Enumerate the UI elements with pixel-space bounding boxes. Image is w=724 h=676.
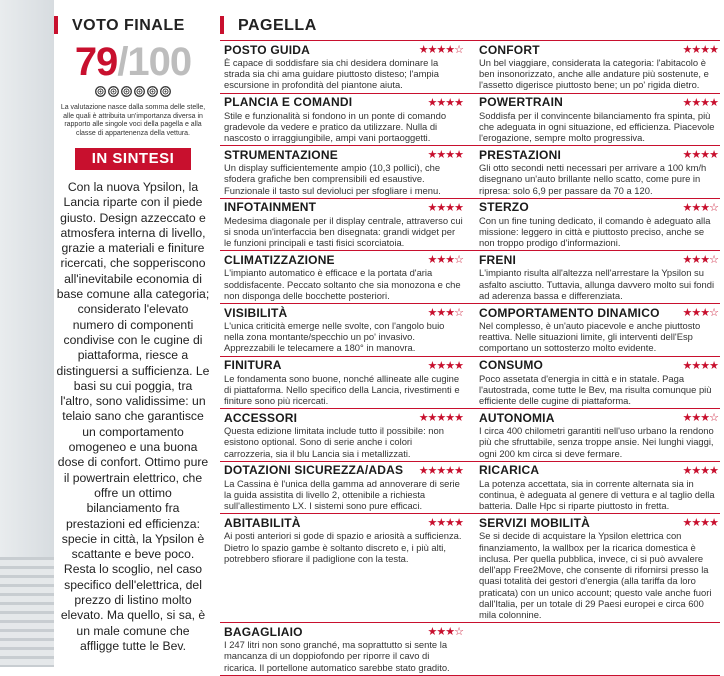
star-rating-icon: ★★★☆ [682, 307, 718, 320]
pagella-item [475, 514, 720, 622]
score-max: /100 [117, 40, 192, 84]
pagella-row [220, 251, 720, 304]
star-rating-icon: ★★★★ [682, 44, 718, 56]
pagella-item-text: Soddisfa per il convincente bilanciamento fra spinta, più che adeguata in ogni situazione, ed efficienza. Piacevole l'erogazione, sempre molto progressiva. [479, 109, 715, 144]
tyre-icon [121, 86, 132, 97]
pagella-title: PAGELLA [238, 17, 317, 34]
pagella-item [220, 146, 465, 198]
pagella-item-header [224, 410, 463, 425]
pagella-item-header [224, 95, 463, 110]
tyre-icon [160, 86, 171, 97]
star-rating-icon: ★★★☆ [682, 412, 718, 425]
tyre-icon [147, 86, 158, 97]
pagella-item-text: Ai posti anteriori si gode di spazio e ariosità a sufficienza. Dietro lo spazio gambe è soltanto discreto e, i più alti, potrebbero sfiorare il padiglione con la testa. [224, 530, 462, 564]
pagella-item-header [224, 200, 463, 215]
pagella-header [220, 14, 720, 36]
score-value: 79 [74, 40, 118, 84]
pagella-item-text: Poco assetata d'energia in città e in statale. Paga l'autostrada, come tutte le Bev, ma risulta comunque più efficiente delle cugine di piattaforma. [479, 372, 712, 407]
star-rating-icon: ★★★★ [427, 517, 463, 530]
pagella-row [220, 41, 720, 94]
pagella-item [475, 304, 720, 356]
pagella-item-title: DOTAZIONI SICUREZZA/ADAS [224, 463, 404, 478]
pagella-item [220, 41, 465, 93]
pagella-item-text: I 247 litri non sono granché, ma soprattutto si sente la mancanza di un doppiofondo per riporre il cavo di ricarica. Il portellone automatico sarebbe stato gradito. [224, 639, 450, 673]
score-note: La valutazione nasce dalla somma delle stelle, alle quali è attribuita un'importanza diversa in rapporto alle singole voci della pagella e alla classe di appartenenza della vettura. [60, 104, 206, 137]
pagella-item-text: Le fondamenta sono buone, nonché allineate alle cugine di piattaforma. Nello specifico della Lancia, rivestimenti e finiture sono più ricercati. [224, 372, 460, 407]
pagella-item-text: Con un fine tuning dedicato, il comando è adeguato alla missione: leggero in città e piuttosto preciso, anche se non troppo prodigo d'informazioni. [479, 214, 711, 249]
pagella-item-text: La Cassina è l'unica della gamma ad annoverare di serie la guida assistita di livello 2, ottenibile a richiesta sull'allestimento LX. I sistemi sono pure efficaci. [224, 477, 460, 512]
pagella-item-title: RICARICA [479, 463, 540, 478]
pagella-item-text: L'impianto automatico è efficace e la portata d'aria soddisfacente. Peccato soltanto che sia monozona e che non disponga delle bocchette posteriori. [224, 267, 461, 301]
pagella-item-title: PLANCIA E COMANDI [224, 95, 353, 110]
pagella-item-title: CONSUMO [479, 358, 544, 373]
pagella-row [220, 462, 720, 515]
pagella-item-header [479, 147, 718, 162]
pagella-item-title: STERZO [479, 200, 529, 215]
background-photo-strip [0, 0, 54, 667]
pagella-item [475, 462, 720, 514]
pagella-item [475, 41, 720, 93]
star-rating-icon: ★★★★ [682, 359, 718, 372]
pagella-item-text: È capace di soddisfare sia chi desidera dominare la strada sia chi ama guidare piuttosto disteso; l'ampia escursione in profondità del piantone aiuta. [224, 57, 439, 91]
pagella-grid [220, 40, 720, 676]
pagella-item-text: Se si decide di acquistare la Ypsilon elettrica con finanziamento, la wallbox per la ricarica domestica è inclusa. Per quella pubblica, invece, ci si può avvalere dell'app Free2Move, che consente di rifornirsi presso la quasi totalità dei gestori d'energia (alla tariffa da loro praticata) con un unico account; questo vale anche fuori dall'Italia, per un totale di 29 Paesi europei e circa 600 mila colonnine. [479, 530, 712, 620]
pagella-item [475, 409, 720, 461]
pagella-item-title: CONFORT [479, 42, 540, 57]
tyre-icon [108, 86, 119, 97]
pagella-item [475, 146, 720, 198]
pagella-row [220, 514, 720, 623]
pagella-row [220, 146, 720, 199]
star-rating-icon: ★★★★☆ [418, 44, 463, 56]
star-rating-icon: ★★★★ [682, 517, 718, 530]
pagella-item [220, 199, 465, 251]
voto-finale-header [54, 14, 212, 36]
star-rating-icon: ★★★☆ [682, 254, 718, 267]
pagella-row [220, 94, 720, 147]
pagella-item-header [224, 624, 463, 639]
section-marker [54, 16, 58, 34]
pagella-item-header [479, 358, 718, 373]
pagella-item-title: ABITABILITÀ [224, 515, 301, 530]
pagella-row [220, 409, 720, 462]
pagella-row [220, 623, 720, 676]
tyre-icons [54, 86, 212, 98]
pagella-item-text: I circa 400 chilometri garantiti nell'uso urbano la rendono più che sfruttabile, senza troppe ansie. Nei lunghi viaggi, ogni 200 km circa si deve fermare. [479, 425, 714, 459]
star-rating-icon: ★★★★ [427, 359, 463, 372]
pagella-item-text: Un display sufficientemente ampio (10,3 pollici), che sfodera grafiche ben comprensibili ed esaustive. Funzionale il tasto sul devioluci per sfogliare i menu. [224, 162, 441, 196]
pagella-item-title: POWERTRAIN [479, 95, 563, 110]
left-column [54, 14, 212, 667]
pagella-item-header [224, 515, 463, 530]
tyre-icon [95, 86, 106, 97]
star-rating-icon: ★★★★ [427, 149, 463, 162]
pagella-item-text: L'unica criticità emerge nelle svolte, con l'angolo buio nella zona montante/specchio un po' invasivo. Apprezzabili le telecamere a 180° in manovra. [224, 320, 445, 354]
pagella-item [220, 304, 465, 356]
pagella-item [220, 409, 465, 461]
pagella-item-title: COMPORTAMENTO DINAMICO [479, 305, 660, 320]
star-rating-icon: ★★★★ [682, 149, 718, 162]
pagella-item-header [224, 147, 463, 162]
pagella-item-header [224, 463, 463, 478]
pagella-item-header [479, 95, 718, 110]
tyre-icon [134, 86, 145, 97]
pagella-item-header [479, 410, 718, 425]
pagella-item-title: STRUMENTAZIONE [224, 147, 338, 162]
pagella-item-text: Gli otto secondi netti necessari per arrivare a 100 km/h disegnano un'auto brillante nello scatto, come pure in ripresa: solo 6,9 per passare da 70 a 120. [479, 162, 707, 196]
pagella-item-header [479, 515, 718, 530]
pagella-item [220, 462, 465, 514]
pagella-item-title: SERVIZI MOBILITÀ [479, 515, 590, 530]
pagella-item-text: Medesima diagonale per il display centrale, attraverso cui si snoda un'interfaccia ben disegnata: grandi widget per le funzioni principali e tasti fisici scorciatoia. [224, 214, 463, 249]
star-rating-icon: ★★★☆ [427, 254, 463, 267]
pagella-row [220, 304, 720, 357]
star-rating-icon: ★★★★ [682, 96, 718, 109]
pagella-item-header [479, 463, 718, 478]
pagella-item [220, 514, 465, 622]
in-sintesi-title: IN SINTESI [75, 148, 191, 170]
pagella-item-header [224, 358, 463, 373]
pagella-item-header [479, 200, 718, 215]
pagella-item [475, 357, 720, 409]
voto-finale-title: VOTO FINALE [72, 17, 185, 34]
star-rating-icon: ★★★☆ [682, 201, 718, 214]
star-rating-icon: ★★★★★ [418, 412, 463, 425]
pagella-item-title: INFOTAINMENT [224, 200, 317, 215]
pagella-item-text: Stile e funzionalità si fondono in un ponte di comando gradevole da vedere e pratico da utilizzare. Nulla di nascosto o irraggiungibile, ampi vani portaoggetti. [224, 109, 447, 144]
pagella-item-header [224, 252, 463, 267]
section-marker [220, 16, 224, 34]
pagella-item-text: Questa edizione limitata include tutto il possibile: non esistono optional. Sono di serie anche i colori carrozzeria, sia il blu Lancia sia i metallizzati. [224, 425, 444, 459]
pagella-item-text: Nel complesso, è un'auto piacevole e anche piuttosto reattiva. Nelle situazioni limite, gli interventi dell'Esp comportano un sottosterzo molto evidente. [479, 320, 701, 354]
pagella-item-text: La potenza accettata, sia in corrente alternata sia in continua, è adeguata al genere di vettura e al taglio della batteria. Dalle Hpc si riparte piuttosto in fretta. [479, 477, 715, 512]
star-rating-icon: ★★★☆ [427, 307, 463, 320]
pagella-item-text: Un bel viaggiare, considerata la categoria: l'abitacolo è ben insonorizzato, anche alle andature più sostenute, e l'assetto digerisce piuttosto bene; un po' rigida dietro. [479, 57, 709, 91]
pagella-item-header [479, 42, 718, 57]
pagella-item-title: VISIBILITÀ [224, 305, 288, 320]
pagella-item-title: FINITURA [224, 358, 282, 373]
in-sintesi-text: Con la nuova Ypsilon, la Lancia riparte con il piede giusto. Design azzeccato e atmosfera interna di livello, grazie a materiali e finiture ricercati, che sopperiscono all'inevitabile economia di base comune alla categoria; considerato l'elevato numero di componenti condivise con le cugine di piattaforma, riesce a distinguersi a sufficienza. Le basi su cui poggia, tra l'altro, sono validissime: un telaio sano che garantisce un comportamento omogeneo e una buona dose di confort. Ottimo pure il powertrain elettrico, che offre un ottimo bilanciamento fra prestazioni ed efficienza: specie in città, la Ypsilon è scattante e beve poco. Resta lo scoglio, nel caso specifico dell'elettrica, del prezzo di listino molto elevato. Ma quello, si sa, è un male comune che affligge tutte le Bev. [56, 180, 210, 653]
pagella-item-title: CLIMATIZZAZIONE [224, 252, 335, 267]
pagella-row [220, 199, 720, 252]
pagella-section [220, 14, 720, 673]
pagella-item-title: PRESTAZIONI [479, 147, 561, 162]
pagella-item [475, 251, 720, 303]
pagella-item [475, 199, 720, 251]
pagella-item-header [479, 252, 718, 267]
pagella-item [220, 251, 465, 303]
pagella-item-title: ACCESSORI [224, 410, 298, 425]
pagella-item-title: FRENI [479, 252, 516, 267]
pagella-item-header [224, 42, 463, 57]
pagella-item [220, 94, 465, 146]
pagella-item [220, 357, 465, 409]
star-rating-icon: ★★★★★ [418, 464, 463, 477]
pagella-row [220, 357, 720, 410]
final-score [54, 40, 212, 84]
star-rating-icon: ★★★☆ [427, 626, 463, 639]
pagella-item-header [224, 305, 463, 320]
pagella-item-header [479, 305, 718, 320]
star-rating-icon: ★★★★ [427, 96, 463, 109]
pagella-item-text: L'impianto risulta all'altezza nell'arrestare la Ypsilon su asfalto asciutto. Tuttavia, allunga davvero molto sui fondi ad aderenza bassa e differenziata. [479, 267, 715, 301]
pagella-item-title: BAGAGLIAIO [224, 624, 303, 639]
star-rating-icon: ★★★★ [682, 464, 718, 477]
pagella-item-title: POSTO GUIDA [224, 42, 310, 57]
pagella-item-title: AUTONOMIA [479, 410, 555, 425]
pagella-item [475, 94, 720, 146]
star-rating-icon: ★★★★ [427, 201, 463, 214]
